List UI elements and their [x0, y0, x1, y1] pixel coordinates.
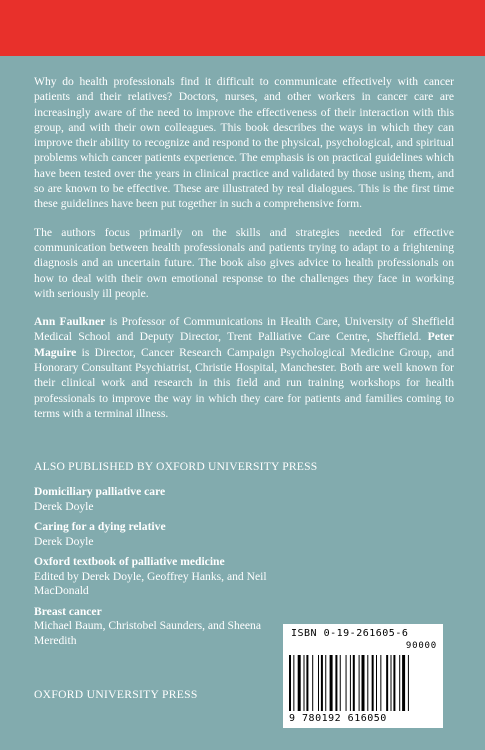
book-title: Breast cancer: [34, 604, 102, 618]
author-name-2: Peter Maguire: [34, 330, 454, 359]
book-authors: Michael Baum, Christobel Saunders, and Sheena Meredith: [34, 619, 261, 647]
list-item: [34, 520, 294, 549]
description-paragraph-1: Why do health professionals find it difficult to communicate effectively with cancer patients and their relatives? Doctors, nurses, and other workers in cancer care are increasingly aware of the need to improve the effectiveness of their interaction with this group, and with their own colleagues. This book describes the ways in which they can improve their ability to recognize and respond to the physical, psychological, and spiritual problems which cancer patients experience. The emphasis is on practical guidelines which have been tested over the years in clinical practice and validated by those using them, and so are known to be effective. These are illustrated by real dialogues. This is the first time these guidelines have been put together in such a comprehensive form.: [34, 75, 454, 211]
author-name-1: Ann Faulkner: [34, 315, 106, 329]
description-paragraph-2: The authors focus primarily on the skills and strategies needed for effective communication between health professionals and patients trying to adapt to a frightening diagnosis and an uncertain future. The book also gives advice to health professionals on how to deal with their own emotional response to the challenges they face in working with seriously ill people.: [34, 225, 454, 300]
author-bio-2: is Director, Cancer Research Campaign Psychological Medicine Group, and Honorary Consultant Psychiatrist, Christie Hospital, Manchester. Both are well known for their clinical work and research in this field and run training workshops for health professionals to improve the way in which they care for patients and families coming to terms with a terminal illness.: [34, 345, 454, 420]
barcode-icon: [289, 655, 437, 711]
also-published-list: [34, 485, 294, 654]
book-title: Domiciliary palliative care: [34, 485, 166, 498]
barcode-digits: 9 780192 616050: [289, 713, 387, 724]
list-item: [34, 485, 294, 514]
book-authors: Derek Doyle: [34, 499, 94, 513]
back-cover-text: [34, 74, 454, 434]
book-title: Oxford textbook of palliative medicine: [34, 555, 225, 568]
publisher-name: OXFORD UNIVERSITY PRESS: [34, 688, 198, 701]
book-authors: Edited by Derek Doyle, Geoffrey Hanks, and Neil MacDonald: [34, 569, 267, 597]
isbn-barcode: [283, 624, 443, 728]
list-item: [34, 605, 294, 649]
price-code: 90000: [405, 641, 437, 651]
top-color-band: [0, 0, 485, 56]
book-authors: Derek Doyle: [34, 534, 94, 548]
author-bio-1: is Professor of Communications in Health Care, University of Sheffield Medical School and Deputy Director, Trent Palliative Care Centre, Sheffield.: [34, 315, 454, 344]
book-title: Caring for a dying relative: [34, 520, 166, 533]
isbn-text: ISBN 0-19-261605-6: [291, 628, 409, 639]
also-published-heading: ALSO PUBLISHED BY OXFORD UNIVERSITY PRESS: [34, 460, 318, 473]
authors-paragraph: [34, 314, 454, 421]
list-item: [34, 555, 294, 599]
